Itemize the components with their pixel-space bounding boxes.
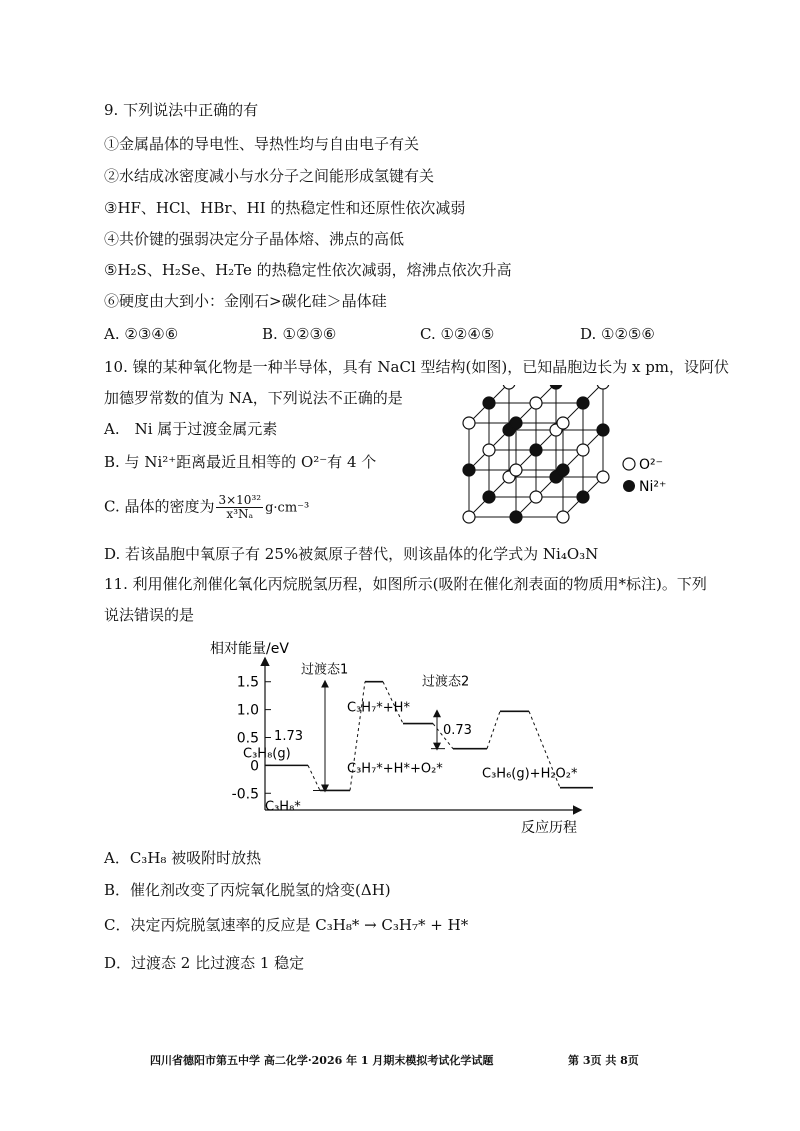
ni-ion-21 [463,464,475,476]
nacl-unit-cell-diagram [455,385,705,530]
ni-ion-19 [510,511,522,523]
q10-stem-line1: 10. 镍的某种氧化物是一种半导体，具有 NaCl 型结构(如图)，已知晶胞边长为 x pm，设阿伏 [104,358,730,376]
energy-level-label-0: C₃H₈(g) [243,746,291,762]
q11-option-b[interactable]: B．催化剂改变了丙烷氧化脱氢的焓变(ΔH) [104,881,391,899]
q9-option-b[interactable]: B. ①②③⑥ [262,325,337,343]
q9-item-6: ⑥硬度由大到小：金刚石>碳化硅＞晶体硅 [104,292,387,310]
energy-level-label-4: C₃H₇*+H*+O₂* [347,761,443,777]
q9-item-3: ③HF、HCl、HBr、HI 的热稳定性和还原性依次减弱 [104,199,466,217]
footer-title: 四川省德阳市第五中学 高二化学·2026 年 1 月期末模拟考试化学试题 [150,1054,494,1067]
q9-item-2: ②水结成冰密度减小与水分子之间能形成氢键有关 [104,167,435,185]
q9-option-a[interactable]: A. ②③④⑥ [104,325,179,343]
ni-ion-13 [530,444,542,456]
q10-option-d[interactable]: D. 若该晶胞中氧原子有 25%被氮原子替代，则该晶体的化学式为 Ni₄O₃N [104,545,599,563]
cell-atoms [463,385,609,523]
q10-option-b[interactable]: B. 与 Ni²⁺距离最近且相等的 O²⁻有 4 个 [104,453,377,471]
density-unit: g·cm⁻³ [265,500,310,516]
q9-item-5: ⑤H₂S、H₂Se、H₂Te 的热稳定性依次减弱，熔沸点依次升高 [104,261,512,279]
ni-ion-5 [597,424,609,436]
o-ion-26 [557,417,569,429]
q11-stem-line1: 11. 利用催化剂催化氧化丙烷脱氢历程，如图所示(吸附在催化剂表面的物质用*标注)。下列 [104,575,707,593]
q10-option-c[interactable] [104,494,309,521]
annotation-label-2: 0.73 [443,722,472,738]
o-ion-6 [503,385,515,389]
ni-ion-15 [483,397,495,409]
legend-o-label: O²⁻ [639,457,664,473]
o-ion-10 [530,491,542,503]
o-ion-2 [597,471,609,483]
density-numerator: 3×10³² [218,493,262,507]
legend-ni-label: Ni²⁺ [639,479,667,495]
o-ion-8 [597,385,609,389]
o-ion-24 [463,417,475,429]
o-ion-20 [557,511,569,523]
energy-connector-1 [308,765,320,790]
energy-level-label-6: C₃H₆(g)+H₂O₂* [482,766,578,782]
ni-ion-7 [550,385,562,389]
q9-item-1: ①金属晶体的导电性、导热性均与自由电子有关 [104,135,420,153]
footer-page-number: 第 3页 共 8页 [568,1054,639,1067]
density-denominator: x³Nₐ [226,507,254,521]
o-ion-14 [577,444,589,456]
q11-option-a[interactable]: A．C₃H₈ 被吸附时放热 [104,849,262,867]
q9-option-c[interactable]: C. ①②④⑤ [420,325,495,343]
x-axis-label: 反应历程 [521,820,577,836]
ni-ion-11 [577,491,589,503]
o-ion-22 [510,464,522,476]
density-fraction [216,494,263,521]
y-axis-label: 相对能量/eV [210,641,289,657]
ni-ion-17 [577,397,589,409]
ni-ion-25 [510,417,522,429]
q9-option-d[interactable]: D. ①②⑤⑥ [580,325,655,343]
o-ion-18 [463,511,475,523]
y-tick-label-3: 0 [250,758,259,775]
q10-option-c-prefix: C. 晶体的密度为 [104,497,215,516]
q10-stem-line2: 加德罗常数的值为 NA，下列说法不正确的是 [104,389,403,407]
energy-level-label-2: 过渡态1 [301,662,349,678]
q9-item-4: ④共价键的强弱决定分子晶体熔、沸点的高低 [104,230,405,248]
energy-level-label-1: C₃H₈* [265,799,301,815]
energy-level-label-5: 过渡态2 [422,674,470,690]
annotation-label-1: 1.73 [274,729,303,745]
o-ion-12 [483,444,495,456]
legend-o-marker [623,458,635,470]
ni-ion-23 [557,464,569,476]
q11-stem-line2: 说法错误的是 [104,606,195,624]
y-tick-label-4: -0.5 [231,786,259,803]
energy-profile-chart [195,635,615,840]
o-ion-16 [530,397,542,409]
energy-connector-5 [487,711,500,748]
ni-ion-9 [483,491,495,503]
page-footer [150,1052,639,1068]
q11-option-d[interactable]: D．过渡态 2 比过渡态 1 稳定 [104,954,305,972]
q11-option-c[interactable]: C．决定丙烷脱氢速率的反应是 C₃H₈* → C₃H₇* + H* [104,916,469,934]
q9-stem: 9. 下列说法中正确的有 [104,101,259,119]
y-tick-label-1: 1.0 [236,702,259,719]
energy-level-label-3: C₃H₇*+H* [347,700,410,716]
y-tick-label-0: 1.5 [236,674,259,691]
y-tick-label-2: 0.5 [236,730,259,747]
q10-option-a[interactable]: A. Ni 属于过渡金属元素 [104,420,278,438]
legend-ni-marker [623,480,635,492]
